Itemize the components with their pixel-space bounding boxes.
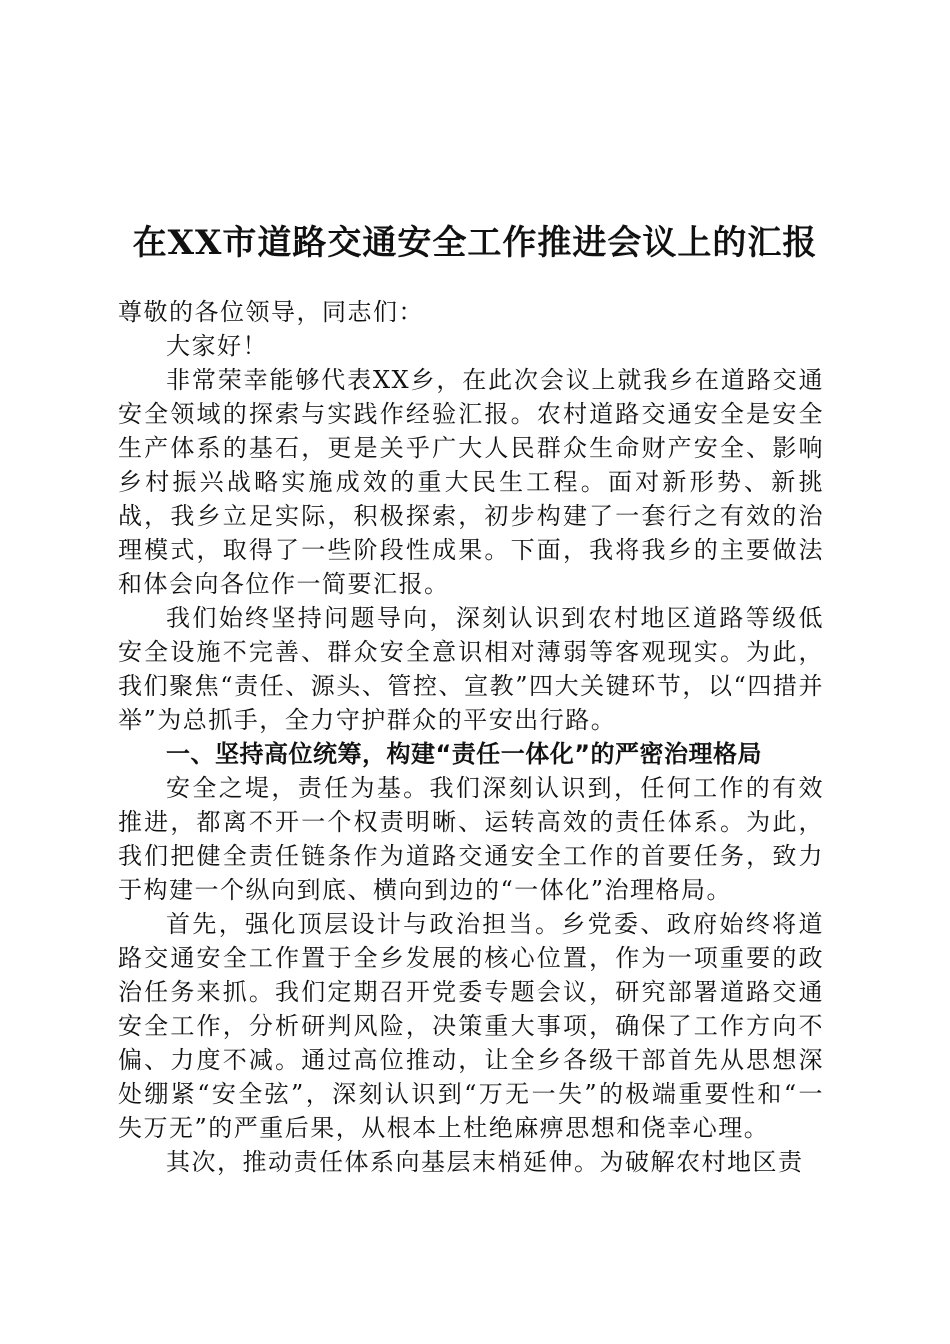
paragraph-section-2: 首先，强化顶层设计与政治担当。乡党委、政府始终将道路交通安全工作置于全乡发展的核心位置，作为一项重要的政治任务来抓。我们定期召开党委专题会议，研究部署道路交通安全工作，分析研判风险，决策重大事项，确保了工作方向不偏、力度不减。通过高位推动，让全乡各级干部首先从思想深处绷紧“安全弦”，深刻认识到“万无一失”的极端重要性和“一失万无”的严重后果，从根本上杜绝麻痹思想和侥幸心理。 [118, 910, 824, 1142]
salutation: 尊敬的各位领导，同志们： [118, 298, 424, 326]
document-title: 在XX市道路交通安全工作推进会议上的汇报 [132, 222, 818, 263]
greeting: 大家好！ [166, 332, 268, 360]
paragraph-section-3: 其次，推动责任体系向基层末梢延伸。为破解农村地区责 [166, 1148, 804, 1176]
paragraph-section-1: 安全之堤，责任为基。我们深刻认识到，任何工作的有效推进，都离不开一个权责明晰、运转高效的责任体系。为此，我们把健全责任链条作为道路交通安全工作的首要任务，致力于构建一个纵向到底、横向到边的“一体化”治理格局。 [118, 774, 824, 904]
document-body [118, 295, 824, 1179]
paragraph-overview: 我们始终坚持问题导向，深刻认识到农村地区道路等级低安全设施不完善、群众安全意识相对薄弱等客观现实。为此，我们聚焦“责任、源头、管控、宣教”四大关键环节，以“四措并举”为总抓手，全力守护群众的平安出行路。 [118, 604, 824, 734]
paragraph-intro: 非常荣幸能够代表XX乡，在此次会议上就我乡在道路交通安全领域的探索与实践作经验汇报。农村道路交通安全是安全生产体系的基石，更是关乎广大人民群众生命财产安全、影响乡村振兴战略实施成效的重大民生工程。面对新形势、新挑战，我乡立足实际，积极探索，初步构建了一套行之有效的治理模式，取得了一些阶段性成果。下面，我将我乡的主要做法和体会向各位作一简要汇报。 [118, 366, 824, 598]
section-heading-1: 一、坚持高位统筹，构建“责任一体化”的严密治理格局 [166, 740, 763, 768]
